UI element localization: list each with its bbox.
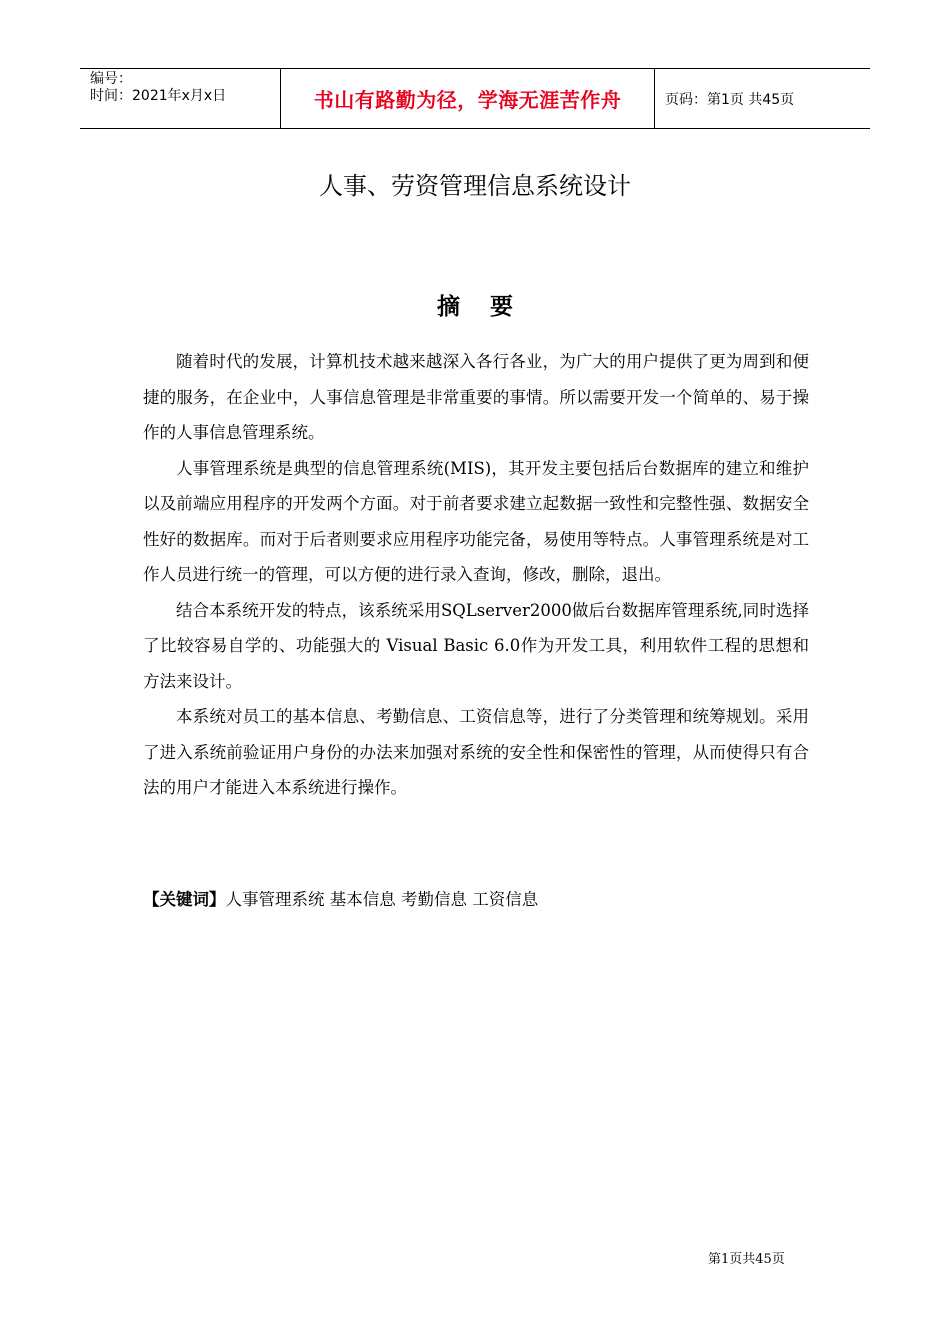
document-title: 人事、劳资管理信息系统设计 — [319, 172, 631, 200]
abstract-body — [143, 344, 809, 806]
header-page-cell — [655, 69, 870, 128]
keywords-label: 【关键词】 — [143, 890, 226, 909]
abstract-paragraph: 结合本系统开发的特点，该系统采用SQLserver2000做后台数据库管理系统,同时选择了比较容易自学的、功能强大的 Visual Basic 6.0作为开发工具，利用软件工程的思想和方法来设计。 — [143, 600, 809, 691]
time-label: 时间：2021年x月x日 — [90, 88, 227, 104]
abstract-paragraph: 人事管理系统是典型的信息管理系统(MIS)，其开发主要包括后台数据库的建立和维护以及前端应用程序的开发两个方面。对于前者要求建立起数据一致性和完整性强、数据安全性好的数据库。而对于后者则要求应用程序功能完备，易使用等特点。人事管理系统是对工作人员进行统一的管理，可以方便的进行录入查询，修改，删除，退出。 — [143, 458, 809, 584]
abstract-paragraph: 随着时代的发展，计算机技术越来越深入各行各业，为广大的用户提供了更为周到和便捷的服务，在企业中，人事信息管理是非常重要的事情。所以需要开发一个简单的、易于操作的人事信息管理系统。 — [143, 352, 809, 442]
motto-text: 书山有路勤为径，学海无涯苦作舟 — [313, 88, 622, 112]
header-meta — [80, 69, 281, 128]
number-label: 编号： — [90, 71, 132, 87]
abstract-heading: 摘要 — [437, 294, 543, 320]
keywords-text: 人事管理系统 基本信息 考勤信息 工资信息 — [225, 890, 539, 909]
keywords-line — [143, 885, 809, 915]
page-header — [80, 68, 870, 129]
abstract-paragraph: 本系统对员工的基本信息、考勤信息、工资信息等，进行了分类管理和统筹规划。采用了进入系统前验证用户身份的办法来加强对系统的安全性和保密性的管理，从而使得只有合法的用户才能进入本系统进行操作。 — [143, 707, 809, 797]
header-motto-cell — [281, 69, 655, 128]
page-code: 页码：第1页 共45页 — [665, 91, 795, 108]
page-footer: 第1页共45页 — [708, 1252, 785, 1267]
